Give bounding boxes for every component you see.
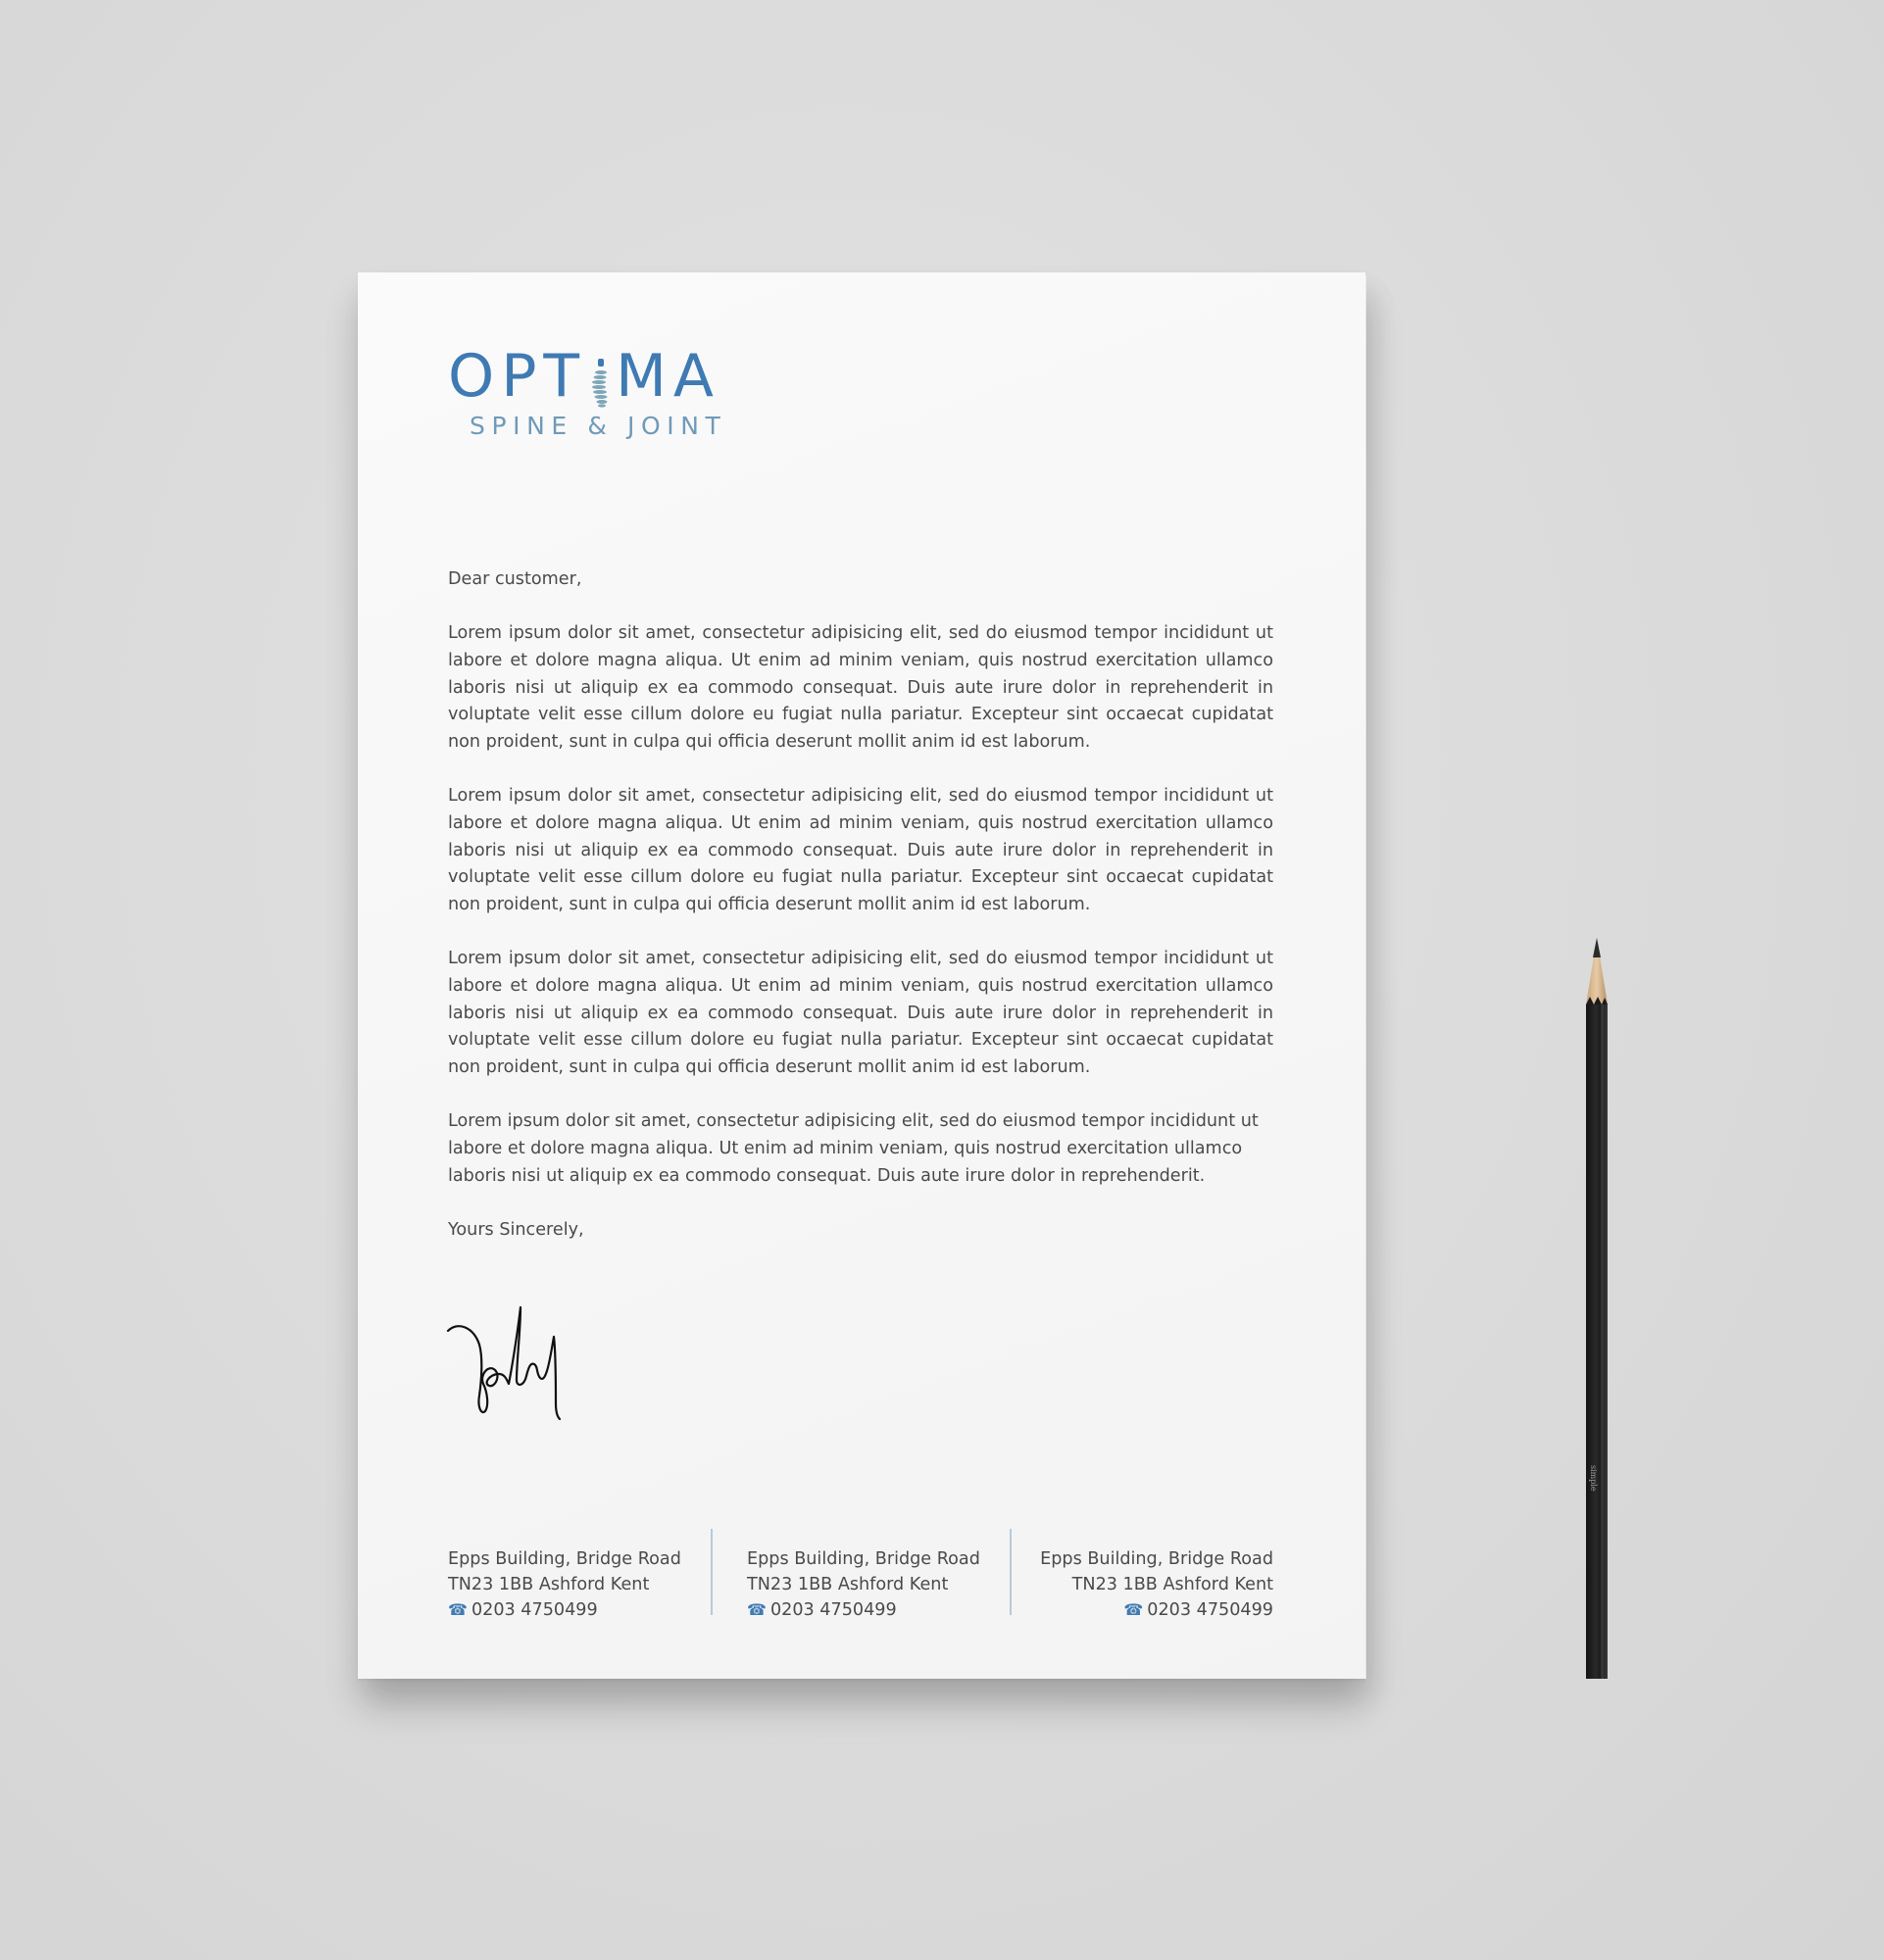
letter-paragraph: Lorem ipsum dolor sit amet, consectetur adipisicing elit, sed do eiusmod tempor incididunt ut labore et dolore magna aliqua. Ut enim ad minim veniam, quis nostrud exercitation ullamco laboris nisi ut aliquip ex ea commodo consequat. Duis aute irure dolor in reprehenderit in voluptate velit esse cillum dolore eu fugiat nulla pariatur. Excepteur sint occaecat cupidatat non proident, sunt in culpa qui officia deserunt mollit anim id est laborum. (448, 786, 1273, 915)
letterhead-sheet (358, 272, 1365, 1679)
footer-phone: 0203 4750499 (1147, 1600, 1273, 1620)
letter-greeting: Dear customer, (448, 569, 582, 589)
footer-address-line: TN23 1BB Ashford Kent (1071, 1575, 1273, 1594)
company-logo (448, 342, 771, 445)
footer-phone: 0203 4750499 (769, 1600, 897, 1620)
footer-contact-column (747, 1546, 980, 1623)
spine-icon (588, 359, 612, 410)
pencil-brand-label: simple (1589, 1465, 1598, 1492)
footer-phone: 0203 4750499 (471, 1600, 598, 1620)
footer-divider (711, 1529, 713, 1615)
telephone-icon: ☎ (448, 1600, 468, 1619)
footer-address-line: Epps Building, Bridge Road (1040, 1549, 1273, 1569)
letter-paragraph: Lorem ipsum dolor sit amet, consectetur adipisicing elit, sed do eiusmod tempor incididunt ut labore et dolore magna aliqua. Ut enim ad minim veniam, quis nostrud exercitation ullamco laboris nisi ut aliquip ex ea commodo consequat. Duis aute irure dolor in reprehenderit in voluptate velit esse cillum dolore eu fugiat nulla pariatur. Excepteur sint occaecat cupidatat non proident, sunt in culpa qui officia deserunt mollit anim id est laborum. (448, 949, 1273, 1078)
logo-wordmark (448, 342, 720, 411)
footer-address-line: Epps Building, Bridge Road (448, 1549, 681, 1569)
letter-body (448, 566, 1273, 1271)
telephone-icon: ☎ (747, 1600, 767, 1619)
footer-address-line: Epps Building, Bridge Road (747, 1549, 980, 1569)
letter-footer (448, 1546, 1273, 1635)
footer-address-line: TN23 1BB Ashford Kent (747, 1575, 949, 1594)
logo-tagline: SPINE & JOINT (470, 412, 727, 440)
letter-paragraph: Lorem ipsum dolor sit amet, consectetur adipisicing elit, sed do eiusmod tempor incididunt ut labore et dolore magna aliqua. Ut enim ad minim veniam, quis nostrud exercitation ullamco laboris nisi ut aliquip ex ea commodo consequat. Duis aute irure dolor in reprehenderit in voluptate velit esse cillum dolore eu fugiat nulla pariatur. Excepteur sint occaecat cupidatat non proident, sunt in culpa qui officia deserunt mollit anim id est laborum. (448, 623, 1273, 753)
footer-contact-column (448, 1546, 681, 1623)
logo-wordmark-left: OPT (448, 342, 587, 411)
telephone-icon: ☎ (1123, 1600, 1144, 1619)
footer-phone-line (448, 1597, 681, 1623)
logo-spine-i (586, 351, 616, 398)
footer-address-line: TN23 1BB Ashford Kent (448, 1575, 650, 1594)
letter-paragraph: Lorem ipsum dolor sit amet, consectetur adipisicing elit, sed do eiusmod tempor incididunt ut labore et dolore magna aliqua. Ut enim ad minim veniam, quis nostrud exercitation ullamco laboris nisi ut aliquip ex ea commodo consequat. Duis aute irure dolor in reprehenderit. (448, 1111, 1259, 1186)
footer-phone-line (1040, 1597, 1273, 1623)
logo-wordmark-right: MA (616, 342, 720, 411)
footer-divider (1010, 1529, 1012, 1615)
footer-contact-column (1040, 1546, 1273, 1623)
handwritten-signature (444, 1301, 571, 1429)
pencil (1572, 936, 1611, 1681)
footer-phone-line (747, 1597, 980, 1623)
letter-closing: Yours Sincerely, (448, 1219, 584, 1240)
